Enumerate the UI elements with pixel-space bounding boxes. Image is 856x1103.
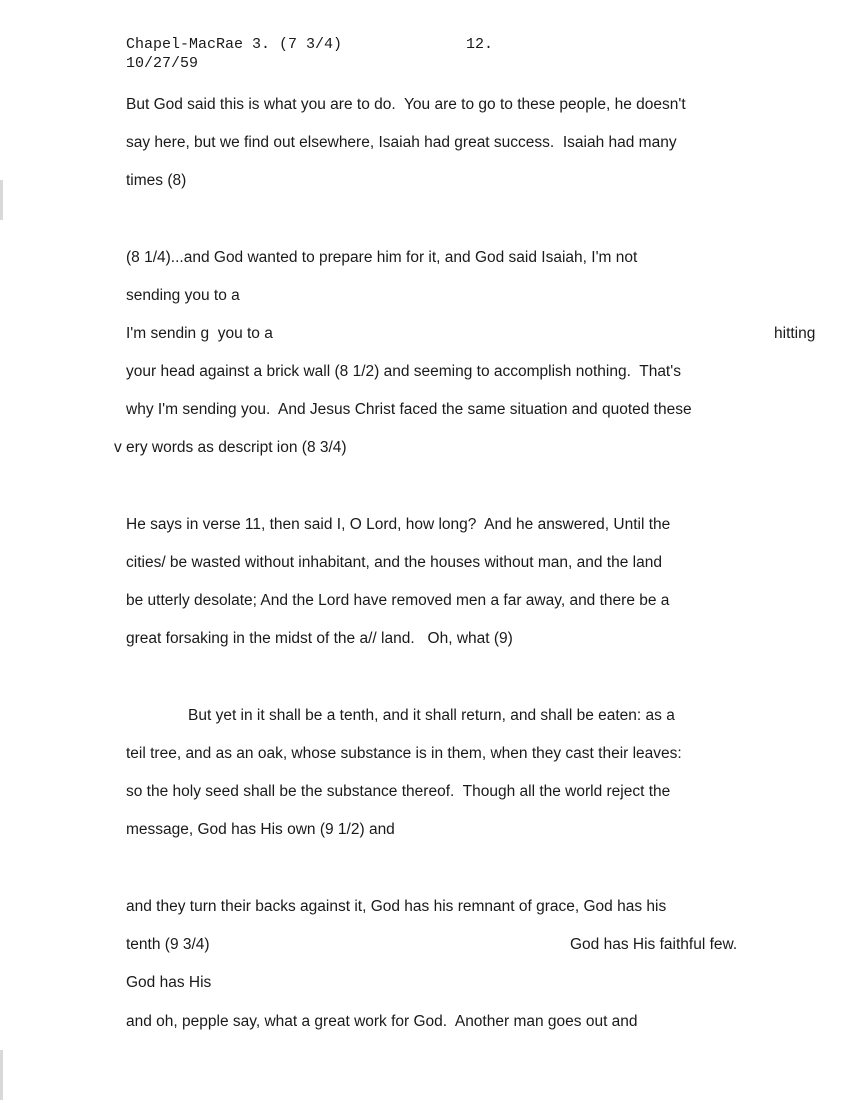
scan-edge-mark bbox=[0, 180, 3, 220]
text-line: so the holy seed shall be the substance thereof. Though all the world reject the bbox=[126, 783, 671, 800]
text-line: be utterly desolate; And the Lord have removed men a far away, and there be a bbox=[126, 592, 670, 609]
text-line: and oh, pepple say, what a great work for God. Another man goes out and bbox=[126, 1013, 638, 1030]
header-date: 10/27/59 bbox=[126, 55, 199, 72]
text-line: (8 1/4)...and God wanted to prepare him for it, and God said Isaiah, I'm not bbox=[126, 249, 638, 266]
text-line: tenth (9 3/4) bbox=[126, 936, 210, 953]
text-line: God has His bbox=[126, 974, 212, 991]
text-line: and they turn their backs against it, God has his remnant of grace, God has his bbox=[126, 898, 667, 915]
scan-edge-mark bbox=[0, 1050, 3, 1100]
header-title: Chapel-MacRae 3. (7 3/4) bbox=[126, 36, 343, 53]
text-line: God has His faithful few. bbox=[570, 936, 738, 953]
text-line: message, God has His own (9 1/2) and bbox=[126, 821, 395, 838]
text-line: times (8) bbox=[126, 172, 187, 189]
text-line: But yet in it shall be a tenth, and it shall return, and shall be eaten: as a bbox=[188, 707, 675, 724]
text-line: But God said this is what you are to do. You are to go to these people, he doesn't bbox=[126, 96, 686, 113]
text-line: hitting bbox=[774, 325, 816, 342]
text-line: v ery words as descript ion (8 3/4) bbox=[114, 439, 347, 456]
text-line: great forsaking in the midst of the a// land. Oh, what (9) bbox=[126, 630, 513, 647]
text-line: sending you to a bbox=[126, 287, 240, 304]
text-line: your head against a brick wall (8 1/2) and seeming to accomplish nothing. That's bbox=[126, 363, 681, 380]
text-line: say here, but we find out elsewhere, Isaiah had great success. Isaiah had many bbox=[126, 134, 677, 151]
text-line: He says in verse 11, then said I, O Lord, how long? And he answered, Until the bbox=[126, 516, 671, 533]
text-line: cities/ be wasted without inhabitant, and the houses without man, and the land bbox=[126, 554, 662, 571]
text-line: why I'm sending you. And Jesus Christ faced the same situation and quoted these bbox=[126, 401, 692, 418]
page-number: 12. bbox=[466, 36, 494, 53]
text-line: I'm sendin g you to a bbox=[126, 325, 273, 342]
text-line: teil tree, and as an oak, whose substance is in them, when they cast their leaves: bbox=[126, 745, 682, 762]
